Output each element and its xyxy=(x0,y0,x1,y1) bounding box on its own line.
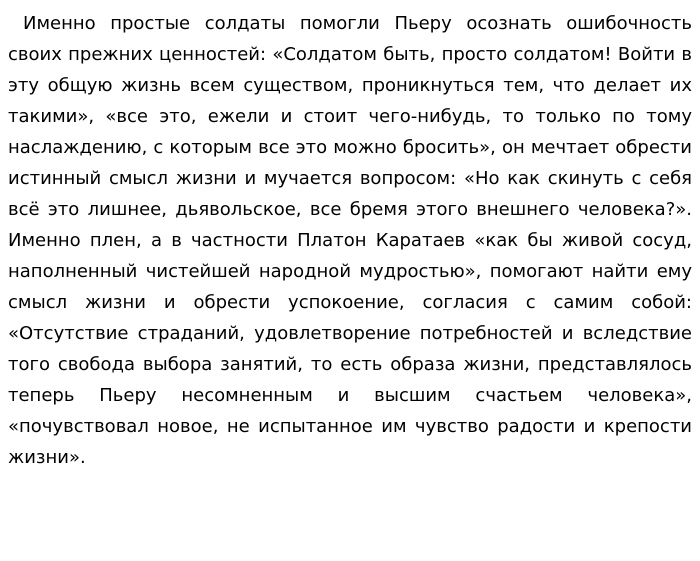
essay-paragraph: Именно простые солдаты помогли Пьеру осознать ошибочность своих прежних ценностей: «Солдатом быть, просто солдатом! Войти в эту общую жизнь всем существом, проникнуться тем, что делает их такими», «все это, ежели и стоит чего-нибудь, то только по тому наслаждению, с которым все это можно бросить», он мечтает обрести истинный смысл жизни и мучается вопросом: «Но как скинуть с себя всё это лишнее, дьявольское, все бремя этого внешнего человека?». Именно плен, а в частности Платон Каратаев «как бы живой сосуд, наполненный чистейшей народной мудростью», помогают найти ему смысл жизни и обрести успокоение, согласия с самим собой: «Отсутствие страданий, удовлетворение потребностей и вследствие того свобода выбора занятий, то есть образа жизни, представлялось теперь Пьеру несомненным и высшим счастьем человека», «почувствовал новое, не испытанное им чувство радости и крепости жизни». xyxy=(8,13,692,468)
